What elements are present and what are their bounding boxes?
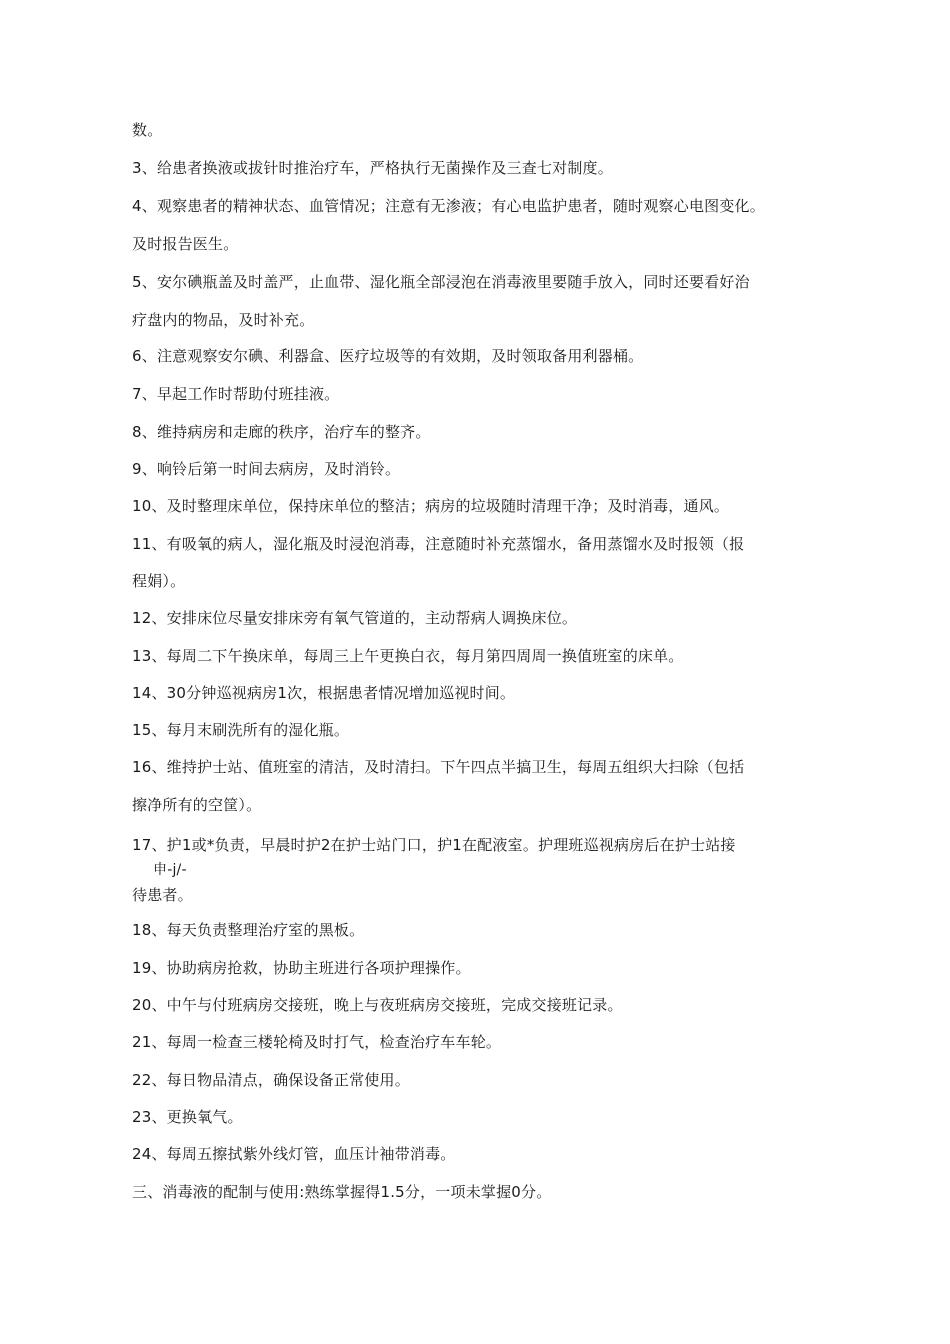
text-line: 8、维持病房和走廊的秩序，治疗车的整齐。 [132,423,431,441]
text-line: 10、及时整理床单位，保持床单位的整洁；病房的垃圾随时清理干净；及时消毒，通风。 [132,497,730,515]
text-line: 21、每周一检查三楼轮椅及时打气，检查治疗车车轮。 [132,1033,502,1051]
text-line: 24、每周五擦拭紫外线灯管，血压计袖带消毒。 [132,1145,456,1163]
text-line: 23、更换氧气。 [132,1108,243,1126]
stray-ocr-fragment: 申-j/- [153,862,187,878]
text-line: 17、护1或*负责，早晨时护2在护士站门口，护1在配液室。护理班巡视病房后在护士站接 [132,836,736,854]
text-line: 7、早起工作时帮助付班挂液。 [132,385,340,403]
text-line: 5、安尔碘瓶盖及时盖严，止血带、湿化瓶全部浸泡在消毒液里要随手放入，同时还要看好治 [132,273,750,291]
text-line: 数。 [132,121,163,139]
text-line: 19、协助病房抢救，协助主班进行各项护理操作。 [132,959,471,977]
text-line: 6、注意观察安尔碘、利器盒、医疗垃圾等的有效期，及时领取备用利器桶。 [132,347,644,365]
text-line: 13、每周二下午换床单，每周三上午更换白衣，每月第四周周一换值班室的床单。 [132,647,684,665]
text-line: 程娟）。 [132,572,186,590]
text-line: 22、每日物品清点，确保设备正常使用。 [132,1071,410,1089]
text-line: 12、安排床位尽量安排床旁有氧气管道的，主动帮病人调换床位。 [132,609,578,627]
text-line: 15、每月末刷洗所有的湿化瓶。 [132,721,350,739]
text-line: 3、给患者换液或拔针时推治疗车，严格执行无菌操作及三查七对制度。 [132,159,613,177]
text-line: 11、有吸氧的病人，湿化瓶及时浸泡消毒，注意随时补充蒸馏水，备用蒸馏水及时报领（报 [132,535,745,553]
text-line: 16、维持护士站、值班室的清洁，及时清扫。下午四点半搞卫生，每周五组织大扫除（包括 [132,758,745,776]
text-line: 20、中午与付班病房交接班，晚上与夜班病房交接班，完成交接班记录。 [132,996,623,1014]
text-line: 14、30分钟巡视病房1次，根据患者情况增加巡视时间。 [132,684,516,702]
section-heading: 三、消毒液的配制与使用:熟练掌握得1.5分，一项未掌握0分。 [132,1183,552,1201]
text-line: 4、观察患者的精神状态、血管情况；注意有无渗液；有心电监护患者，随时观察心电图变化。 [132,197,765,215]
text-line: 疗盘内的物品，及时补充。 [132,311,315,329]
text-line: 擦净所有的空筐）。 [132,796,262,814]
text-line: 待患者。 [132,886,193,904]
text-line: 18、每天负责整理治疗室的黑板。 [132,921,365,939]
text-line: 及时报告医生。 [132,235,239,253]
text-line: 9、响铃后第一时间去病房，及时消铃。 [132,460,401,478]
